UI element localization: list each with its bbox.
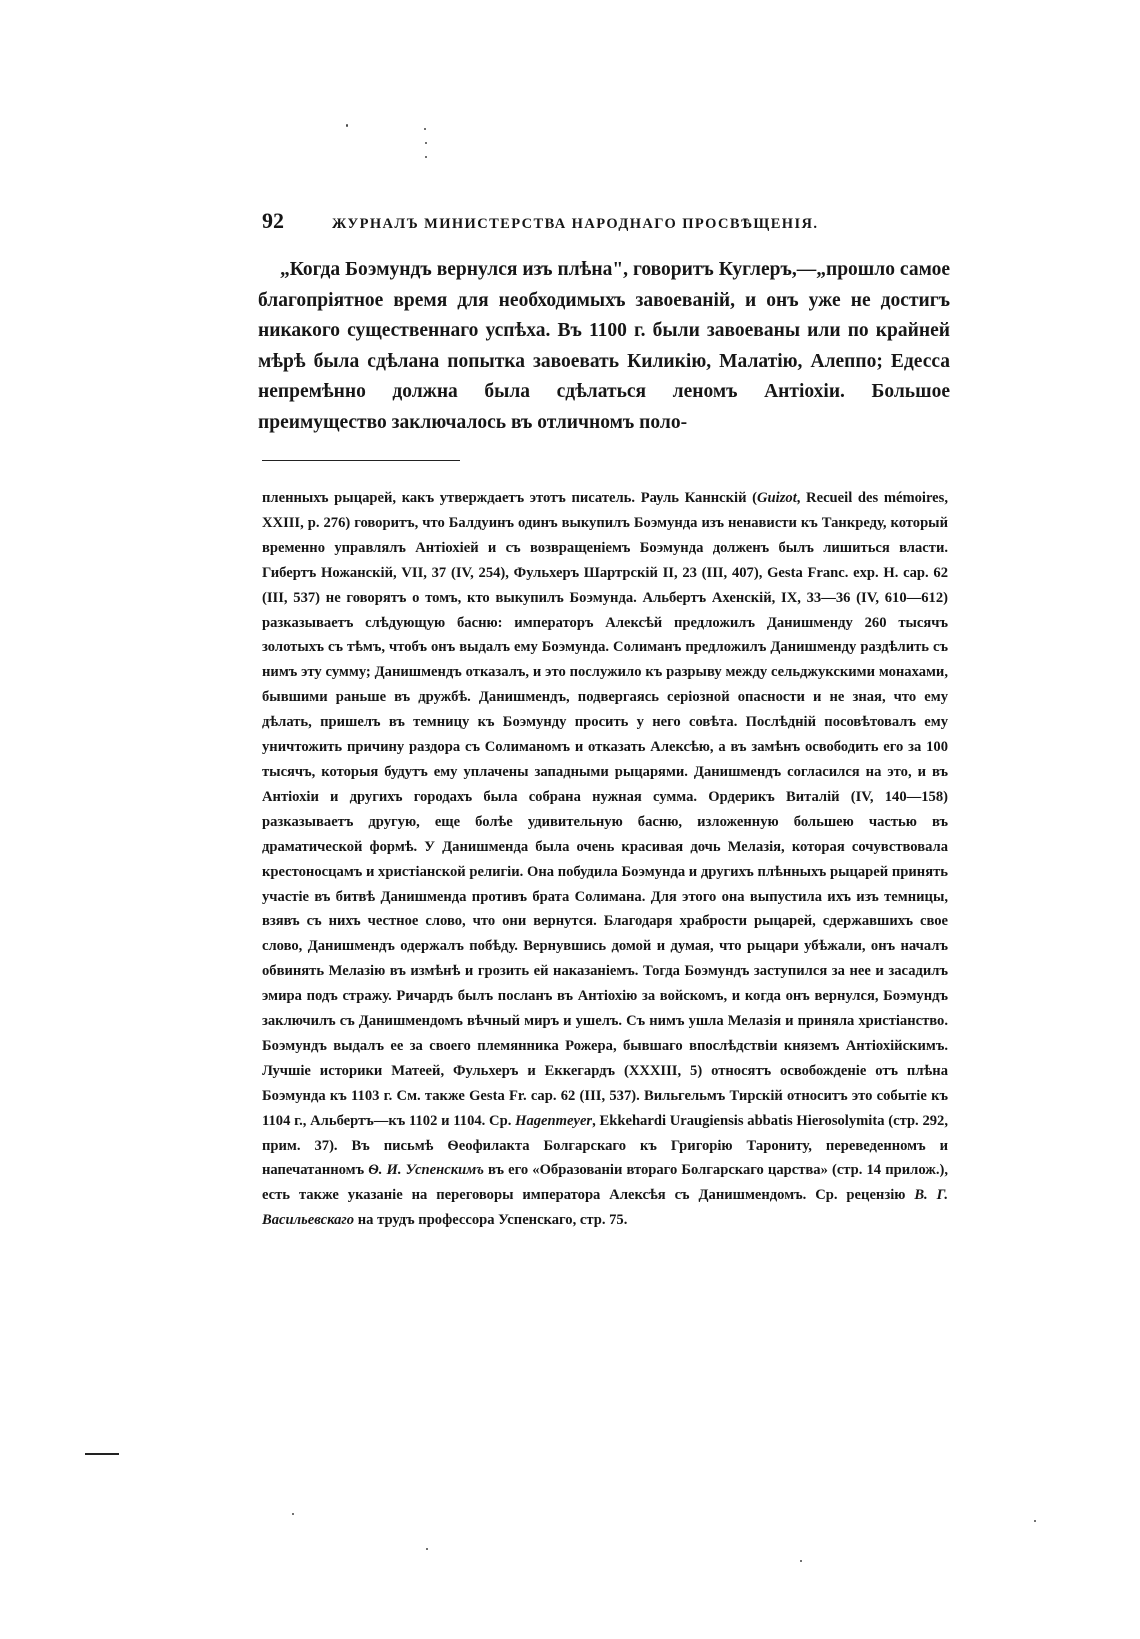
footnote-italic-guizot: Guizot (757, 490, 797, 506)
scan-speck (425, 142, 427, 144)
footnote (262, 486, 948, 1233)
page-number: 92 (262, 208, 284, 233)
footnote-text-5: на трудъ профессора Успенскаго, стр. 75. (354, 1212, 628, 1229)
footnote-italic-uspensky: Ѳ. И. Успенскимъ (368, 1162, 484, 1179)
footnote-text-4: въ его «Образованіи втораго Болгарскаго царства» (стр. 14 прилож.), есть также указаніе на переговоры императора Алексѣя съ Данишмендомъ. Ср. рецензію (262, 1162, 948, 1204)
scan-speck (425, 156, 427, 158)
scan-speck (424, 128, 426, 130)
scan-speck (800, 1560, 802, 1562)
scan-speck (1034, 1520, 1036, 1522)
scan-speck (426, 1548, 428, 1550)
running-head (262, 208, 952, 234)
footnote-italic-hagenmeyer: Hagenmeyer (515, 1112, 593, 1129)
scan-speck (346, 124, 348, 127)
footnote-text-2: , Recueil des mémoires, XXIII, p. 276) говоритъ, что Балдуинъ одинъ выкупилъ Боэмунда изъ ненависти къ Танкреду, который временно управлялъ Антіохіей и съ возвращеніемъ Боэмунда долженъ былъ лишиться власти. Гибертъ Ножанскій, VII, 37 (IV, 254), Фульхеръ Шартрскій II, 23 (III, 407), Gesta Franc. exp. H. cap. 62 (III, 537) не говорятъ о томъ, кто выкупилъ Боэмунда. Альбертъ Ахенскій, IX, 33—36 (IV, 610—612) разказываетъ слѣдующую басню: императоръ Алексѣй предложилъ Данишменду 260 тысячъ золотыхъ съ тѣмъ, чтобъ онъ выдалъ ему Боэмунда. Солиманъ предложилъ Данишменду раздѣлить съ нимъ эту сумму; Данишмендъ отказалъ, и это послужило къ разрыву между сельджукскими монахами, бывшими раньше въ дружбѣ. Данишмендъ, подвергаясь серіозной опасности и не зная, что ему дѣлать, пришелъ въ темницу къ Боэмунду просить у него совѣта. Послѣдній посовѣтовалъ ему уничтожить причину раздора съ Солиманомъ и отказать Алексѣю, а въ замѣнъ освободить его за 100 тысячъ, которыя будутъ ему уплачены западными рыцарями. Данишмендъ согласился на это, и въ Антіохіи и другихъ городахъ была собрана нужная сумма. Ордерикъ Виталій (IV, 140—158) разказываетъ другую, еще болѣе удивительную басню, изложенную большею частью въ драматической формѣ. У Данишменда была очень красивая дочь Мелазія, которая сочувствовала крестоносцамъ и христіанской религіи. Она побудила Боэмунда и другихъ плѣнныхъ рыцарей принять участіе въ битвѣ Данишменда противъ брата Солимана. Для этого она выпустила ихъ изъ темницы, взявъ съ нихъ честное слово, что они вернутся. Благодаря храбрости рыцарей, сдержавшихъ свое слово, Данишмендъ одержалъ побѣду. Вернувшись домой и думая, что рыцари убѣжали, онъ началъ обвинять Мелазію въ измѣнѣ и грозить ей наказаніемъ. Тогда Боэмундъ заступился за нее и засадилъ эмира подъ стражу. Ричардъ былъ посланъ въ Антіохію за войскомъ, и когда онъ вернулся, Боэмундъ заключилъ съ Данишмендомъ вѣчный миръ и ушелъ. Съ нимъ ушла Мелазія и приняла христіанство. Боэмундъ выдалъ ее за своего племянника Рожера, бывшаго впослѣдствіи княземъ Антіохійскимъ. Лучшіе историки Матеей, Фульхеръ и Еккегардъ (XXXIII, 5) относятъ освобожденіе отъ плѣна Боэмунда къ 1103 г. См. также Gesta Fr. cap. 62 (III, 537). Вильгельмъ Тирскій относитъ это событіе къ 1104 г., Альбертъ—къ 1102 и 1104. Ср. (262, 490, 948, 1129)
margin-mark (85, 1453, 119, 1455)
footnote-text-1: пленныхъ рыцарей, какъ утверждаетъ этотъ писатель. Рауль Каннскій ( (262, 490, 758, 506)
footnote-italic-vasilievsky: В. Г. Васильевскаго (262, 1187, 948, 1229)
body-paragraph: „Когда Боэмундъ вернулся изъ плѣна", говоритъ Куглеръ,—„прошло самое благопріятное время для необходимыхъ завоеваній, и онъ уже не достигъ никакого существеннаго успѣха. Въ 1100 г. были завоеваны или по крайней мѣрѣ была сдѣлана попытка завоевать Киликію, Малатію, Алеппо; Едесса непремѣнно должна была сдѣлаться леномъ Антіохіи. Большое преимущество заключалось въ отличномъ поло- (258, 259, 950, 433)
footnote-separator (262, 460, 460, 461)
journal-title: ЖУРНАЛЪ МИНИСТЕРСТВА НАРОДНАГО ПРОСВѢЩЕНІЯ. (332, 216, 819, 232)
scan-speck (292, 1513, 294, 1515)
footnote-text-3: , Ekkehardi Uraugiensis abbatis Hierosolymita (стр. 292, прим. 37). Въ письмѣ Ѳеофилакта Болгарскаго къ Григорію Тарониту, переведенномъ и напечатанномъ (262, 1112, 948, 1179)
